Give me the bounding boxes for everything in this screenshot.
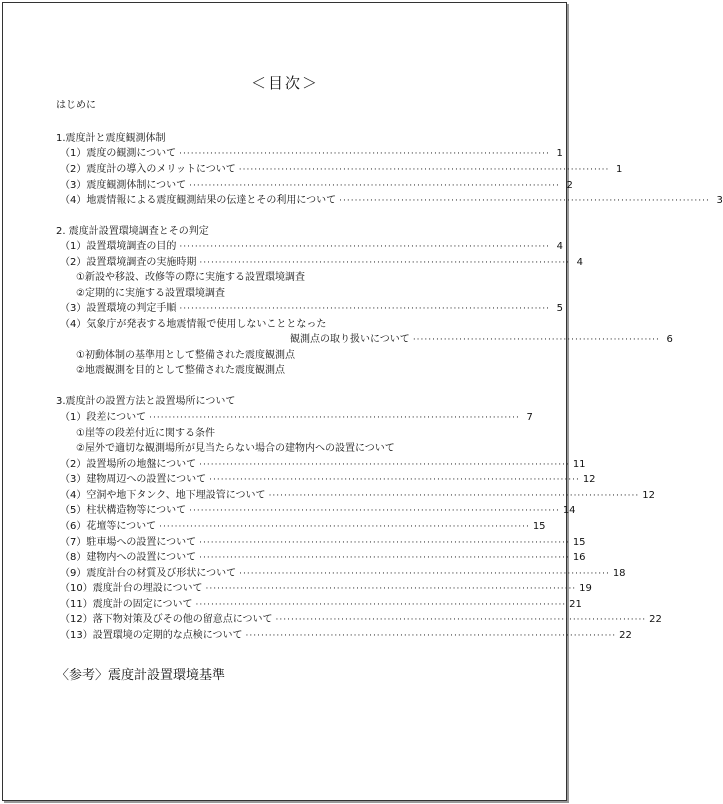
toc-entry[interactable]: （12）落下物対策及びその他の留意点について ································································································ 22: [60, 614, 662, 625]
toc-entry[interactable]: （3）建物周辺への設置について ································································································ 12: [60, 474, 596, 485]
section-heading: 2. 震度計設置環境調査とその判定: [56, 226, 209, 237]
toc-entry[interactable]: （4）地震情報による震度観測結果の伝達とその利用について ································································································ 3: [60, 195, 723, 206]
toc-entry[interactable]: （1）段差について ································································································ 7: [60, 412, 533, 423]
reference-heading: 〈参考〉震度計設置環境基準: [56, 668, 226, 683]
page-title: ＜目次＞: [250, 74, 319, 92]
toc-entry[interactable]: （3）震度観測体制について ································································································ 2: [60, 180, 573, 191]
toc-subentry[interactable]: ①崖等の段差付近に関する条件: [76, 428, 215, 439]
toc-subentry[interactable]: ②屋外で適切な観測場所が見当たらない場合の建物内への設置について: [76, 443, 395, 454]
toc-entry[interactable]: （6）花壇等について ································································································ 15: [60, 521, 546, 532]
toc-entry[interactable]: （3）設置環境の判定手順 ································································································ 5: [60, 303, 564, 314]
toc-subentry[interactable]: ②定期的に実施する設置環境調査: [76, 288, 225, 299]
section-heading: 1.震度計と震度観測体制: [56, 133, 166, 144]
toc-entry-line2[interactable]: 観測点の取り扱いについて ································································ 6: [290, 334, 673, 345]
intro-heading: はじめに: [56, 100, 96, 111]
toc-entry[interactable]: （8）建物内への設置について ································································································ 16: [60, 552, 586, 563]
toc-entry[interactable]: （1）震度の観測について ································································································ 1: [60, 148, 563, 159]
toc-subentry[interactable]: ②地震観測を目的として整備された震度観測点: [76, 365, 285, 376]
toc-subentry[interactable]: ①新設や移設、改修等の際に実施する設置環境調査: [76, 272, 305, 283]
toc-entry[interactable]: （2）設置環境調査の実施時期 ································································································ 4: [60, 257, 584, 268]
toc-entry[interactable]: （5）柱状構造物等について ································································································ 14: [60, 505, 576, 516]
section-heading: 3.震度計の設置方法と設置場所について: [56, 396, 236, 407]
toc-entry[interactable]: （7）駐車場への設置について ································································································ 15: [60, 537, 586, 548]
toc-entry[interactable]: （11）震度計の固定について ································································································ 21: [60, 599, 582, 610]
toc-entry[interactable]: （13）設置環境の定期的な点検について ································································································ 22: [60, 630, 632, 641]
toc-entry[interactable]: （4）空洞や地下タンク、地下埋設管について ································································································ 12: [60, 490, 655, 501]
toc-entry[interactable]: （2）設置場所の地盤について ································································································ 11: [60, 459, 586, 470]
toc-entry[interactable]: （2）震度計の導入のメリットについて ································································································ 1: [60, 164, 623, 175]
toc-entry-line1[interactable]: （4）気象庁が発表する地震情報で使用しないこととなった: [60, 319, 327, 330]
toc-entry[interactable]: （10）震度計台の埋設について ································································································ 19: [60, 583, 592, 594]
toc-entry[interactable]: （1）設置環境調査の目的 ································································································ 4: [60, 241, 564, 252]
toc-subentry[interactable]: ①初動体制の基準用として整備された震度観測点: [76, 350, 295, 361]
toc-entry[interactable]: （9）震度計台の材質及び形状について ································································································ 18: [60, 568, 626, 579]
